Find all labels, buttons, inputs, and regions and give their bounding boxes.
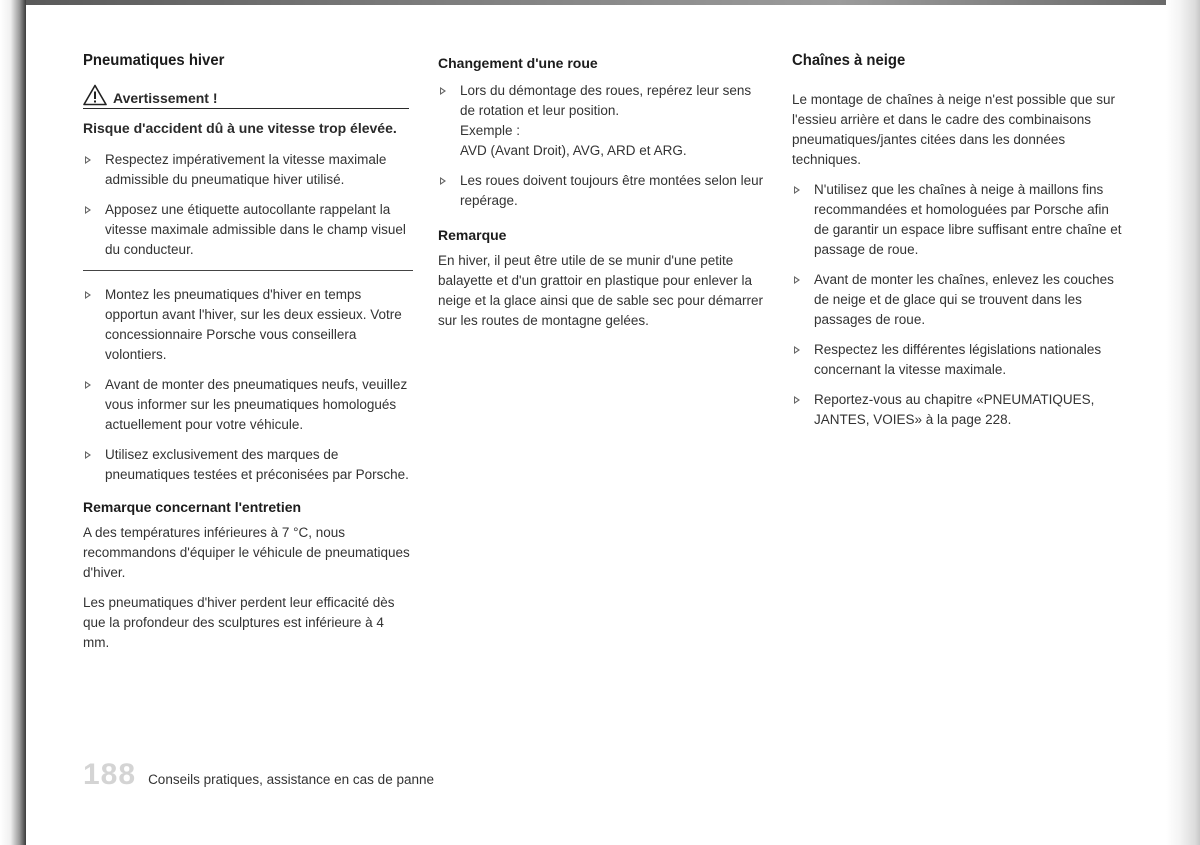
snow-chains-heading: Chaînes à neige [792, 52, 906, 69]
wheel-change-heading: Changement d'une roue [438, 55, 598, 71]
page-footer [83, 760, 434, 790]
page-right-edge [1166, 0, 1200, 845]
list-item-text: Respectez les différentes législations nationales concernant la vitesse maximale. [814, 342, 1102, 377]
list-item [83, 200, 413, 260]
bullet-arrow-icon [85, 206, 91, 214]
right-column [792, 52, 1122, 440]
bullet-arrow-icon [85, 381, 91, 389]
list-item [438, 81, 768, 161]
list-item-text: Montez les pneumatiques d'hiver en temps opportun avant l'hiver, sur les deux essieux. Votre concessionnaire Porsche vous conseillera volontiers. [105, 287, 402, 362]
example-text: AVD (Avant Droit), AVG, ARD et ARG. [460, 143, 687, 158]
note-heading: Remarque [438, 227, 507, 243]
list-item-text: Lors du démontage des roues, repérez leur sens de rotation et leur position. [460, 83, 752, 118]
note-paragraph: En hiver, il peut être utile de se munir d'une petite balayette et d'un grattoir en plastique pour enlever la neige et la glace ainsi que de sable sec pour démarrer sur les routes de montagne gelées. [438, 253, 763, 328]
bullet-arrow-icon [794, 276, 800, 284]
page-number: 188 [83, 758, 137, 791]
page-top-edge [0, 0, 1200, 5]
list-item [83, 445, 413, 485]
list-item [83, 375, 413, 435]
list-item-text: N'utilisez que les chaînes à neige à maillons fins recommandées et homologuées par Porsche afin de garantir un espace libre suffisant entre chaîne et passage de roue. [814, 182, 1122, 257]
list-item-text: Apposez une étiquette autocollante rappelant la vitesse maximale admissible dans le champ visuel du conducteur. [105, 202, 406, 257]
list-item-text: Avant de monter les chaînes, enlevez les couches de neige et de glace qui se trouvent dans les passages de roue. [814, 272, 1114, 327]
list-item [792, 270, 1122, 330]
bullet-arrow-icon [85, 156, 91, 164]
bullet-arrow-icon [794, 186, 800, 194]
list-item [83, 285, 413, 365]
list-item [83, 150, 413, 190]
snow-chains-intro: Le montage de chaînes à neige n'est possible que sur l'essieu arrière et dans le cadre des combinaisons pneumatiques/jantes citées dans les données techniques. [792, 92, 1116, 167]
list-item [792, 180, 1122, 260]
bullet-arrow-icon [794, 396, 800, 404]
warning-header [83, 84, 409, 109]
maintenance-paragraph-1: A des températures inférieures à 7 °C, nous recommandons d'équiper le véhicule de pneumatiques d'hiver. [83, 525, 410, 580]
maintenance-heading: Remarque concernant l'entretien [83, 499, 302, 515]
list-item-text: Respectez impérativement la vitesse maximale admissible du pneumatique hiver utilisé. [105, 152, 387, 187]
page-binding-edge [0, 0, 26, 845]
bullet-arrow-icon [85, 291, 91, 299]
winter-tires-heading: Pneumatiques hiver [83, 52, 225, 69]
snow-chains-list [792, 180, 1122, 430]
warning-triangle-icon [83, 84, 107, 106]
warning-risk-text: Risque d'accident dû à une vitesse trop élevée. [83, 120, 397, 136]
left-column [83, 52, 413, 663]
list-item-text: Utilisez exclusivement des marques de pneumatiques testées et préconisées par Porsche. [105, 447, 409, 482]
list-item-text: Reportez-vous au chapitre «PNEUMATIQUES, JANTES, VOIES» à la page 228. [814, 392, 1095, 427]
chapter-title: Conseils pratiques, assistance en cas de panne [148, 772, 434, 787]
bullet-arrow-icon [85, 451, 91, 459]
warning-end-divider [83, 270, 413, 271]
wheel-change-list [438, 81, 768, 211]
bullet-arrow-icon [440, 177, 446, 185]
warning-list [83, 150, 413, 260]
list-item [792, 390, 1122, 430]
bullet-arrow-icon [440, 87, 446, 95]
bullet-arrow-icon [794, 346, 800, 354]
maintenance-paragraph-2: Les pneumatiques d'hiver perdent leur efficacité dès que la profondeur des sculptures est inférieure à 4 mm. [83, 595, 395, 650]
list-item [438, 171, 768, 211]
list-item-text: Avant de monter des pneumatiques neufs, veuillez vous informer sur les pneumatiques homologués actuellement pour votre véhicule. [105, 377, 408, 432]
winter-tires-list [83, 285, 413, 485]
middle-column [438, 52, 768, 341]
example-label: Exemple : [460, 123, 521, 138]
list-item-text: Les roues doivent toujours être montées selon leur repérage. [460, 173, 764, 208]
list-item [792, 340, 1122, 380]
warning-label: Avertissement ! [113, 90, 218, 106]
